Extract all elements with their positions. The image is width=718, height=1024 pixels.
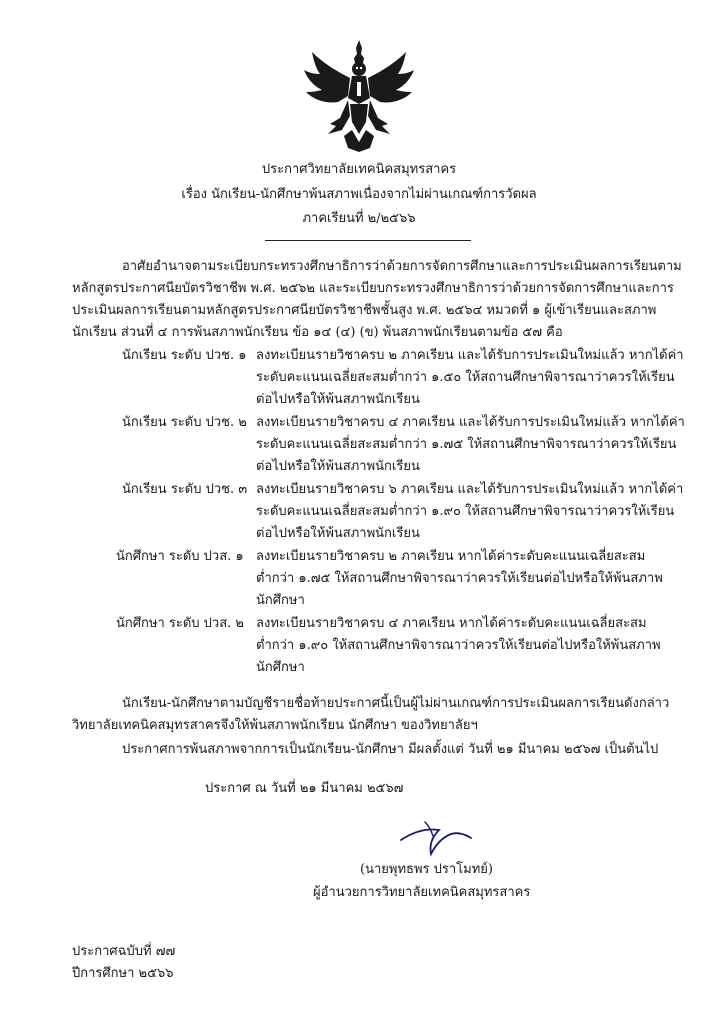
item-level: นักศึกษา ระดับ ปวส. ๒ — [116, 616, 244, 631]
garuda-emblem-icon — [300, 38, 418, 156]
intro-line: นักเรียน ส่วนที่ ๔ การพ้นสภาพนักเรียน ข้อ ๑๔ (๔) (ข) พ้นสภาพนักเรียนตามข้อ ๕๗ คือ — [72, 325, 563, 340]
signer-name: (นายพุทธพร ปราโมทย์) — [360, 862, 493, 877]
handwritten-signature-icon — [395, 816, 475, 858]
item-level: นักเรียน ระดับ ปวช. ๓ — [122, 482, 248, 497]
item-text: ต่อไปหรือให้พ้นสภาพนักเรียน — [256, 459, 420, 474]
academic-year: ปีการศึกษา ๒๕๖๖ — [72, 966, 174, 981]
closing-line: นักเรียน-นักศึกษาตามบัญชีรายชื่อท้ายประกาศนี้เป็นผู้ไม่ผ่านเกณฑ์การประเมินผลการเรียนดังกล่าว — [122, 696, 670, 711]
intro-line: อาศัยอำนาจตามระเบียบกระทรวงศึกษาธิการว่าด้วยการจัดการศึกษาและการประเมินผลการเรียนตาม — [122, 259, 682, 274]
item-text: ลงทะเบียนรายวิชาครบ ๔ ภาคเรียน และได้รับการประเมินใหม่แล้ว หากได้ค่า — [256, 415, 685, 430]
closing-line: วิทยาลัยเทคนิคสมุทรสาครจึงให้พ้นสภาพนักเรียน นักศึกษา ของวิทยาลัยฯ — [72, 718, 478, 733]
item-text: ลงทะเบียนรายวิชาครบ ๖ ภาคเรียน และได้รับการประเมินใหม่แล้ว หากได้ค่า — [256, 482, 684, 497]
announcement-org: ประกาศวิทยาลัยเทคนิคสมุทรสาคร — [261, 162, 457, 177]
item-text: ระดับคะแนนเฉลี่ยสะสมต่ำกว่า ๑.๙๐ ให้สถานศึกษาพิจารณาว่าควรให้เรียน — [256, 504, 675, 519]
intro-line: ประเมินผลการเรียนตามหลักสูตรประกาศนียบัตรวิชาชีพชั้นสูง พ.ศ. ๒๕๖๔ หมวดที่ ๑ ผู้เข้าเรียนและสภาพ — [72, 303, 657, 318]
announcement-semester: ภาคเรียนที่ ๒/๒๕๖๖ — [302, 211, 416, 226]
item-level: นักศึกษา ระดับ ปวส. ๑ — [116, 549, 244, 564]
item-text: ระดับคะแนนเฉลี่ยสะสมต่ำกว่า ๑.๗๕ ให้สถานศึกษาพิจารณาว่าควรให้เรียน — [256, 437, 677, 452]
item-text: ระดับคะแนนเฉลี่ยสะสมต่ำกว่า ๑.๕๐ ให้สถานศึกษาพิจารณาว่าควรให้เรียน — [256, 370, 675, 385]
item-text: ลงทะเบียนรายวิชาครบ ๒ ภาคเรียน หากได้ค่าระดับคะแนนเฉลี่ยสะสม — [256, 549, 646, 564]
item-text: ต่ำกว่า ๑.๙๐ ให้สถานศึกษาพิจารณาว่าควรให้เรียนต่อไปหรือให้พ้นสภาพ — [256, 638, 661, 653]
announce-date: ประกาศ ณ วันที่ ๒๑ มีนาคม ๒๕๖๗ — [205, 781, 404, 796]
header-divider — [265, 240, 471, 241]
item-level: นักเรียน ระดับ ปวช. ๒ — [122, 415, 247, 430]
item-text: ต่ำกว่า ๑.๗๕ ให้สถานศึกษาพิจารณาว่าควรให้เรียนต่อไปหรือให้พ้นสภาพ — [256, 571, 663, 586]
item-level: นักเรียน ระดับ ปวช. ๑ — [122, 348, 247, 363]
item-text: ลงทะเบียนรายวิชาครบ ๔ ภาคเรียน หากได้ค่าระดับคะแนนเฉลี่ยสะสม — [256, 616, 647, 631]
item-text: นักศึกษา — [256, 660, 305, 675]
announcement-subject: เรื่อง นักเรียน-นักศึกษาพ้นสภาพเนื่องจากไม่ผ่านเกณฑ์การวัดผล — [181, 187, 537, 202]
signer-position: ผู้อำนวยการวิทยาลัยเทคนิคสมุทรสาคร — [313, 885, 531, 900]
item-text: ต่อไปหรือให้พ้นสภาพนักเรียน — [256, 392, 420, 407]
item-text: นักศึกษา — [256, 593, 305, 608]
item-text: ต่อไปหรือให้พ้นสภาพนักเรียน — [256, 526, 420, 541]
announcement-number: ประกาศฉบับที่ ๗๗ — [72, 944, 176, 959]
closing-line: ประกาศการพ้นสภาพจากการเป็นนักเรียน-นักศึกษา มีผลตั้งแต่ วันที่ ๒๑ มีนาคม ๒๕๖๗ เป็นต้นไป — [122, 742, 659, 757]
intro-line: หลักสูตรประกาศนียบัตรวิชาชีพ พ.ศ. ๒๕๖๒ และระเบียบกระทรวงศึกษาธิการว่าด้วยการจัดการศึกษาและการ — [72, 281, 674, 296]
item-text: ลงทะเบียนรายวิชาครบ ๒ ภาคเรียน และได้รับการประเมินใหม่แล้ว หากได้ค่า — [256, 348, 684, 363]
